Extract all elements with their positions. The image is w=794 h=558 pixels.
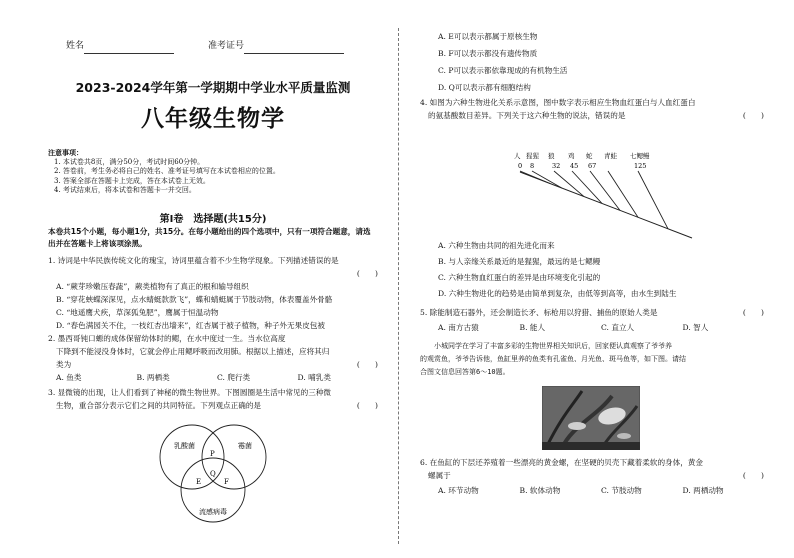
q1-option-b: B. “穿花蛱蝶深深见，点水蜻蜓款款飞”，蝶和蜻蜓属于节肢动物，体表覆盖外骨骼	[56, 295, 333, 304]
q5-option-a: A. 南方古猿	[438, 323, 479, 332]
q3-option-c: C. P可以表示都依靠现成的有机物生活	[438, 66, 568, 75]
notice-title: 注意事项：	[48, 148, 83, 157]
q4-option-b: B. 与人亲缘关系最近的是猩猩，最远的是七鳃鳗	[438, 257, 601, 266]
q1-option-c: C. “地遥鹰犬疾，草深狐兔肥”，鹰属于恒温动物	[56, 308, 219, 317]
reading-passage	[420, 340, 764, 379]
section-intro: 本卷共15个小题，每小题1分，共15分。在每小题给出的四个选项中，只有一项符合题意，请选出并在答题卡上将该项涂黑。	[48, 227, 371, 248]
tree-branch	[608, 171, 638, 217]
venn-label: 霉菌	[238, 442, 252, 450]
tree-species-label: 人	[514, 152, 521, 160]
subject-title: 八年级生物学	[141, 106, 285, 132]
question-4	[420, 96, 764, 122]
question-5	[420, 306, 764, 337]
notice-item: 4. 考试结束后，将本试卷和答题卡一并交回。	[54, 186, 196, 195]
venn-letter: E	[196, 478, 202, 486]
tree-species-label: 猩猩	[526, 152, 539, 160]
q4-stem-line: 4. 如图为六种生物进化关系示意图，图中数字表示相应生物血红蛋白与人血红蛋白	[420, 98, 696, 107]
q5-option-c: C. 直立人	[601, 323, 635, 332]
question-3	[48, 386, 378, 412]
right-column	[420, 0, 764, 558]
tree-difference-value: 8	[530, 162, 535, 170]
venn-label: 流感病毒	[199, 508, 227, 516]
name-label: 姓名	[66, 41, 85, 51]
tree-species-label: 七鳃鳗	[630, 152, 650, 160]
q3-answer-paren: ( )	[356, 401, 378, 410]
column-divider	[398, 28, 399, 544]
venn-label: 乳酸菌	[174, 442, 195, 450]
q2-stem-line: 下降到不能浸没身体时，它就会停止用鳃呼吸而改用肺。根据以上描述，应将其归	[56, 347, 330, 356]
question-2	[48, 332, 378, 384]
section-title: 第Ⅰ卷 选择题(共15分)	[159, 214, 267, 225]
q6-option-a: A. 环节动物	[438, 486, 479, 495]
q5-option-d: D. 智人	[682, 323, 709, 332]
q3-stem-line: 3. 显微镜的出现，让人们看到了神秘的微生物世界。下图圆圈是生活中常见的三种微	[48, 388, 332, 397]
q4-options	[438, 238, 764, 302]
q2-option-d: D. 哺乳类	[297, 373, 331, 382]
question-1	[48, 254, 378, 332]
q4-option-d: D. 六种生物进化的趋势是由简单到复杂，由低等到高等，由水生到陆生	[438, 289, 677, 298]
venn-letter: F	[224, 478, 229, 486]
tree-branch	[554, 171, 584, 197]
tree-branch	[572, 171, 602, 203]
tree-species-label: 鸡	[568, 152, 575, 160]
passage-line: 的观赏鱼，爷爷告诉他，鱼缸里养的鱼类有孔雀鱼、月光鱼、斑马鱼等，如下图。请结	[420, 355, 686, 363]
name-field[interactable]	[66, 40, 174, 54]
tree-branch	[638, 171, 668, 229]
q1-answer-paren: ( )	[356, 269, 378, 278]
q6-option-b: B. 软体动物	[519, 486, 561, 495]
q4-option-a: A. 六种生物由共同的祖先进化而来	[438, 241, 555, 250]
q2-option-b: B. 两栖类	[136, 373, 170, 382]
tree-difference-value: 0	[518, 162, 523, 170]
q2-answer-paren: ( )	[356, 360, 378, 369]
id-label: 准考证号	[208, 41, 245, 51]
q2-option-c: C. 爬行类	[217, 373, 251, 382]
tree-difference-value: 125	[634, 162, 647, 170]
id-blank[interactable]	[244, 53, 344, 54]
q5-option-b: B. 能人	[519, 323, 546, 332]
aquarium-photo	[542, 386, 640, 450]
tree-difference-value: 32	[552, 162, 561, 170]
exam-title: 2023-2024学年第一学期期中学业水平质量监测	[75, 80, 351, 95]
tree-species-label: 狼	[548, 152, 555, 160]
q3-options	[438, 28, 758, 96]
q2-stem-line: 类为	[56, 360, 72, 369]
q3-option-b: B. F可以表示都没有遗传物质	[438, 49, 538, 58]
left-column	[48, 0, 378, 558]
q6-option-d: D. 两栖动物	[682, 486, 724, 495]
q2-stem-line: 2. 墨西哥钝口螈的成体保留幼体时的鳃，在水中度过一生。当水位高度	[48, 334, 286, 343]
q1-option-d: D. “春色满园关不住，一枝红杏出墙来”，红杏属于被子植物，种子外无果皮包被	[56, 321, 325, 330]
q1-option-a: A. “蕨芽珍嫩压春蔬”，蕨类植物有了真正的根和输导组织	[56, 282, 249, 291]
notice-item: 1. 本试卷共8页，满分50分，考试时间60分钟。	[54, 157, 205, 166]
venn-letter: Q	[210, 470, 216, 478]
tree-species-label: 蛇	[586, 152, 593, 160]
tree-species-label: 青蛙	[604, 152, 617, 160]
q4-stem-line: 的氨基酸数目差异。下列关于这六种生物的说法，错误的是	[428, 111, 626, 120]
evolution-tree	[512, 150, 702, 242]
q5-stem: 5. 除能制造石器外，还会制造长矛、标枪用以狩猎、捕鱼的原始人类是	[420, 308, 658, 317]
q3-option-a: A. E可以表示都属于原核生物	[438, 32, 538, 41]
question-6	[420, 456, 764, 500]
q6-stem-line: 螺属于	[428, 471, 451, 480]
q3-stem-line: 生物，重合部分表示它们之间的共同特征。下列观点正确的是	[56, 401, 262, 410]
passage-line: 小城同学在学习了丰富多彩的生物世界相关知识后，回家便认真观察了爷爷养	[434, 342, 672, 350]
q6-answer-paren: ( )	[742, 471, 764, 480]
q6-stem-line: 6. 在鱼缸的下层还养殖着一些漂亮的黄金螺，在坚硬的贝壳下藏着柔软的身体，黄金	[420, 458, 704, 467]
q4-answer-paren: ( )	[742, 111, 764, 120]
name-blank[interactable]	[84, 53, 174, 54]
q3-option-d: D. Q可以表示都有细胞结构	[438, 83, 531, 92]
venn-letter: P	[210, 450, 215, 458]
q2-option-a: A. 鱼类	[56, 373, 82, 382]
q5-answer-paren: ( )	[742, 308, 764, 317]
notice-item: 3. 答案全部在答题卡上完成，答在本试卷上无效。	[54, 176, 210, 185]
venn-diagram	[152, 412, 272, 532]
passage-line: 合图文信息回答第6～10题。	[420, 368, 510, 376]
notice-item: 2. 答卷前，考生务必将自己的姓名、准考证号填写在本试卷相应的位置。	[54, 167, 280, 176]
q1-stem: 1. 诗词是中华民族传统文化的瑰宝，诗词里蕴含着不少生物学现象。下列描述错误的是	[48, 256, 339, 265]
q6-option-c: C. 节肢动物	[601, 486, 642, 495]
q4-option-c: C. 六种生物血红蛋白的差异是由环境变化引起的	[438, 273, 601, 282]
notice-block	[48, 148, 378, 196]
id-field[interactable]	[208, 40, 344, 54]
tree-difference-value: 45	[570, 162, 579, 170]
tree-difference-value: 67	[588, 162, 597, 170]
